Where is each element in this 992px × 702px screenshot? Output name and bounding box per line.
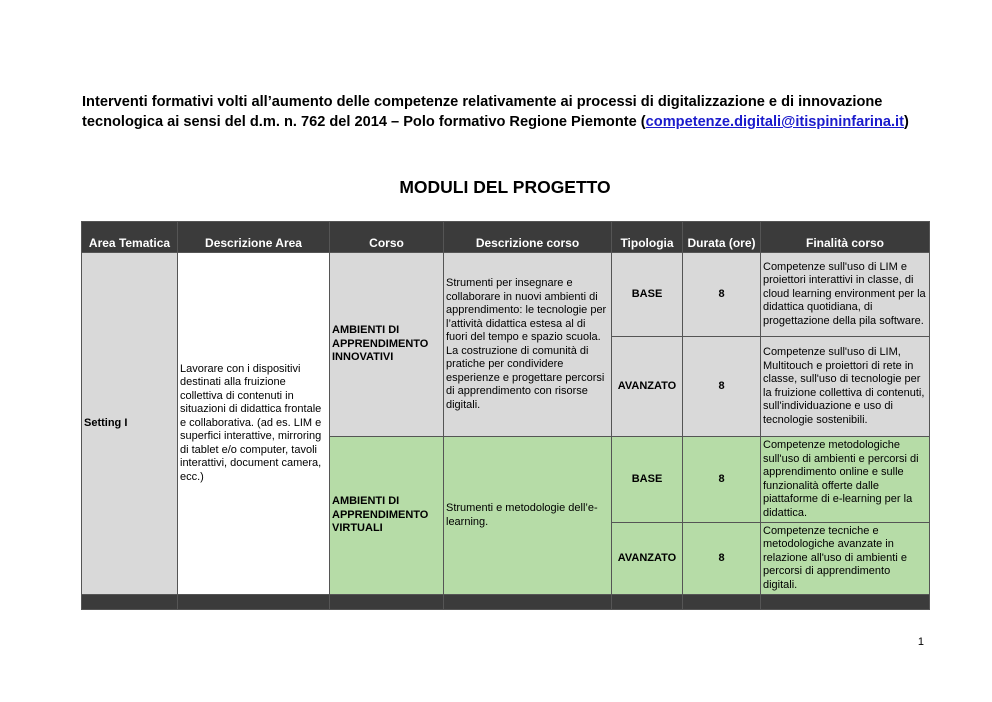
- page-number: 1: [917, 636, 924, 648]
- course-type-cell: AVANZATO: [612, 523, 683, 595]
- table-row: [82, 253, 930, 337]
- course-goal-cell: Competenze tecniche e metodologiche avanzate in relazione all'uso di ambienti e percorsi di apprendimento digitali.: [761, 523, 930, 595]
- course-description-virtuali: Strumenti e metodologie dell’e-learning.: [444, 437, 612, 595]
- course-goal-cell: Competenze sull'uso di LIM, Multitouch e proiettori di rete in classe, sull'uso di tecnologie per la fruizione collettiva di contenuti, sull'individuazione e uso di tecnologie sostenibili.: [761, 337, 930, 437]
- header-tipologia: Tipologia: [612, 222, 683, 253]
- footer-cell: [612, 595, 683, 610]
- course-hours-cell: 8: [683, 253, 761, 337]
- header-row: [82, 222, 930, 253]
- course-hours-cell: 8: [683, 337, 761, 437]
- close-paren: ): [903, 114, 909, 130]
- course-hours-cell: 8: [683, 523, 761, 595]
- course-type-cell: BASE: [612, 253, 683, 337]
- open-paren: (: [640, 114, 646, 130]
- course-goal-cell: Competenze sull'uso di LIM e proiettori interattivi in classe, di cloud learning environment per la didattica quotidiana, di progettazione della pila software.: [761, 253, 930, 337]
- course-goal-cell: Competenze metodologiche sull'uso di ambienti e percorsi di apprendimento online e sulle funzionalità offerte dalle piattaforme di e-learning per la didattica.: [761, 437, 930, 523]
- area-description-cell: Lavorare con i dispositivi destinati alla fruizione collettiva di contenuti in situazioni di didattica frontale e collaborativa. (ad es. LIM e superfici interattive, mirroring di tablet e/o computer, tavoli interattivi, document camera, ecc.): [178, 253, 330, 595]
- header-descrizione-area: Descrizione Area: [178, 222, 330, 253]
- course-type-cell: BASE: [612, 437, 683, 523]
- header-corso: Corso: [330, 222, 444, 253]
- header-descrizione-corso: Descrizione corso: [444, 222, 612, 253]
- modules-table: [81, 221, 930, 610]
- area-tematica-cell: Setting I: [82, 253, 178, 595]
- course-hours-cell: 8: [683, 437, 761, 523]
- intro-text: Interventi formativi volti all’aumento delle competenze relativamente ai processi di digitalizzazione e di innovazione tecnologica ai sensi del d.m. n. 762 del 2014 – Polo formativo Regione Piemonte: [82, 94, 883, 130]
- footer-cell: [683, 595, 761, 610]
- header-finalita: Finalità corso: [761, 222, 930, 253]
- footer-cell: [330, 595, 444, 610]
- header-area-tematica: Area Tematica: [82, 222, 178, 253]
- document-title: MODULI DEL PROGETTO: [399, 177, 611, 197]
- table-footer-row: [82, 595, 930, 610]
- footer-cell: [444, 595, 612, 610]
- header-durata: Durata (ore): [683, 222, 761, 253]
- footer-cell: [178, 595, 330, 610]
- course-name-innovativi: AMBIENTI DI APPRENDIMENTO INNOVATIVI: [330, 253, 444, 437]
- email-link[interactable]: competenze.digitali@itispininfarina.it: [645, 114, 904, 130]
- footer-cell: [761, 595, 930, 610]
- footer-cell: [82, 595, 178, 610]
- intro-paragraph: [82, 92, 932, 132]
- course-name-virtuali: AMBIENTI DI APPRENDIMENTO VIRTUALI: [330, 437, 444, 595]
- course-type-cell: AVANZATO: [612, 337, 683, 437]
- course-description-innovativi: Strumenti per insegnare e collaborare in nuovi ambienti di apprendimento: le tecnologie per l’attività didattica estesa al di fuori del tempo e spazio scuola. La costruzione di comunità di pratiche per condividere esperienze e progettare percorsi di apprendimento con risorse digitali.: [444, 253, 612, 437]
